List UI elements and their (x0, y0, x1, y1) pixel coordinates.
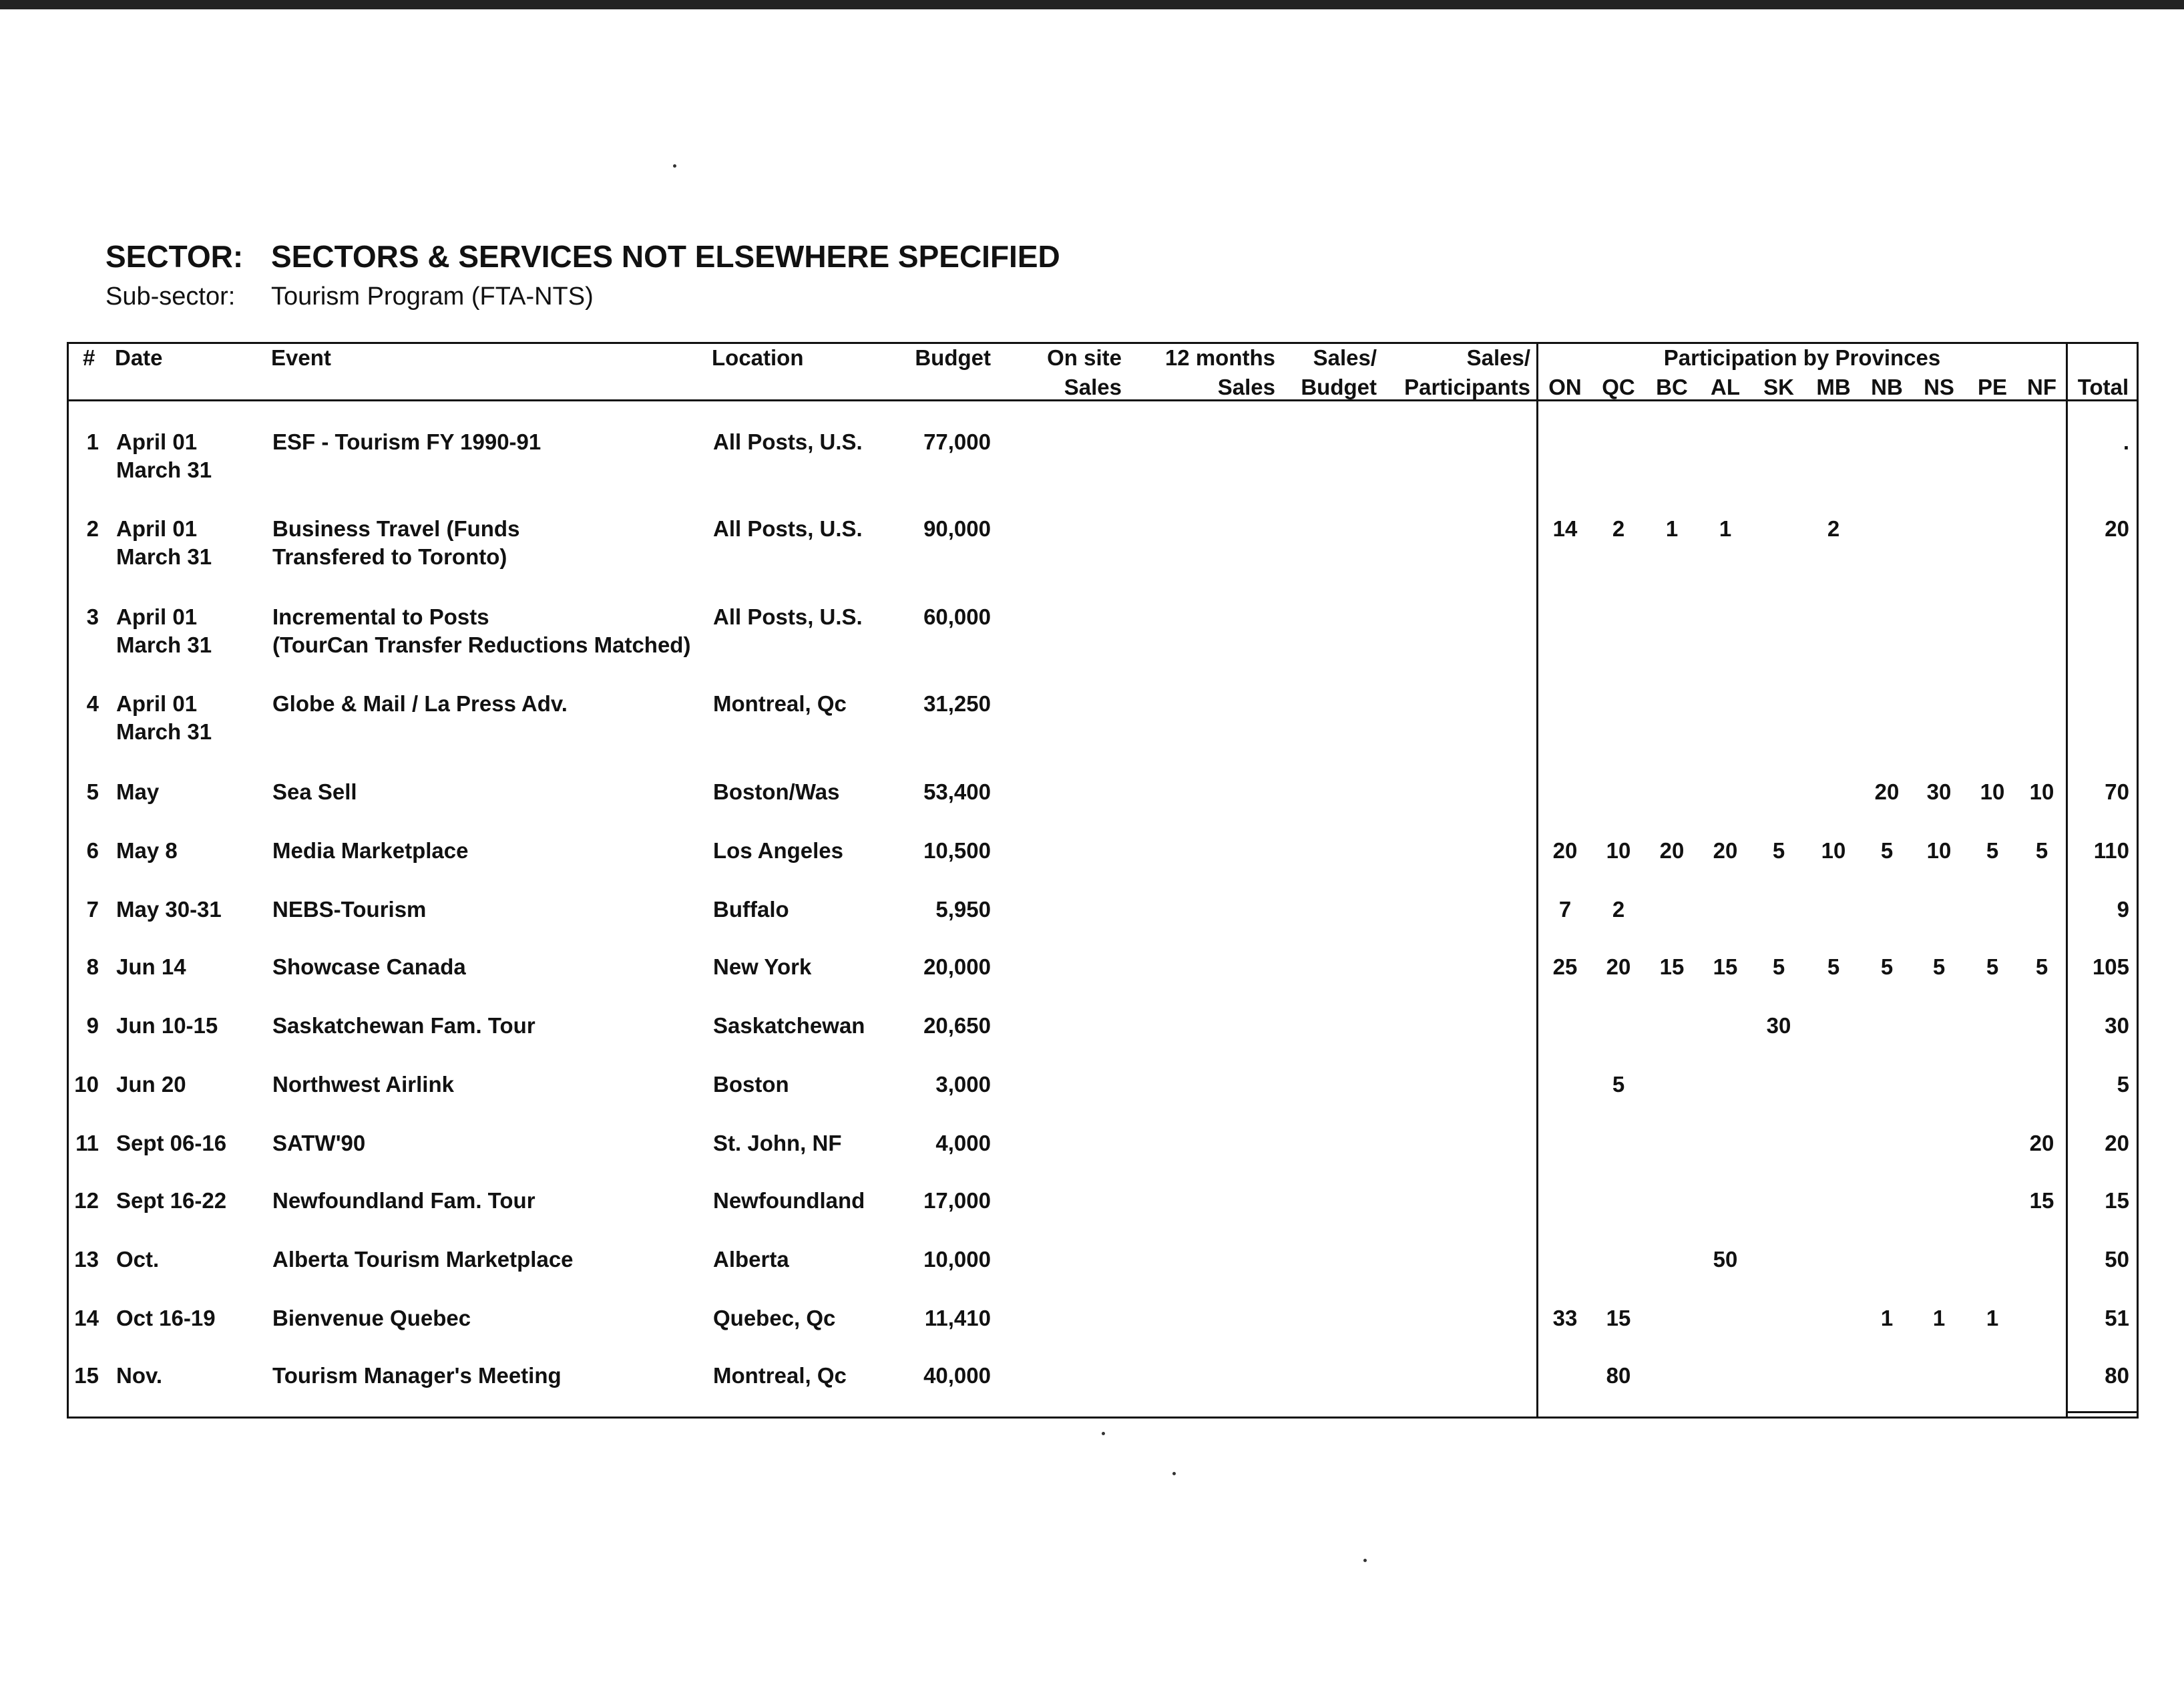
row-budget: 10,000 (923, 1247, 991, 1272)
row-budget: 20,000 (923, 954, 991, 979)
row-budget: 77,000 (923, 429, 991, 454)
scan-speck (1363, 1559, 1367, 1562)
row-province-nf: 15 (2029, 1188, 2054, 1213)
row-location: St. John, NF (713, 1131, 842, 1155)
col-header-province-nf: NF (2027, 375, 2056, 399)
row-number: 7 (86, 897, 99, 922)
row-date: April 01 (116, 604, 198, 629)
row-event: Globe & Mail / La Press Adv. (272, 691, 568, 716)
row-date: April 01 (116, 691, 198, 716)
row-date: May 8 (116, 838, 178, 863)
row-total: 80 (2105, 1363, 2129, 1388)
row-number: 1 (86, 429, 99, 454)
row-province-al: 1 (1719, 516, 1732, 541)
row-province-nf: 10 (2029, 779, 2054, 804)
row-budget: 40,000 (923, 1363, 991, 1388)
row-number: 3 (86, 604, 99, 629)
row-budget: 60,000 (923, 604, 991, 629)
row-budget: 5,950 (935, 897, 991, 922)
row-location: All Posts, U.S. (713, 429, 863, 454)
col-header-budget: Budget (915, 345, 991, 370)
row-total: 20 (2105, 516, 2129, 541)
row-event: (TourCan Transfer Reductions Matched) (272, 632, 691, 657)
row-location: Quebec, Qc (713, 1306, 836, 1330)
row-event: Alberta Tourism Marketplace (272, 1247, 574, 1272)
row-province-nf: 20 (2029, 1131, 2054, 1155)
row-number: 8 (86, 954, 99, 979)
col-header-province-sk: SK (1763, 375, 1794, 399)
col-header-sales-participants-line2: Participants (1404, 375, 1530, 399)
row-location: All Posts, U.S. (713, 604, 863, 629)
row-date: Jun 10-15 (116, 1013, 218, 1038)
row-event: Newfoundland Fam. Tour (272, 1188, 535, 1213)
col-header-onsite-line2: Sales (1064, 375, 1122, 399)
row-number: 13 (74, 1247, 99, 1272)
row-event: Sea Sell (272, 779, 357, 804)
row-province-sk: 5 (1772, 838, 1785, 863)
col-header-12months-line2: Sales (1217, 375, 1275, 399)
row-province-pe: 10 (1980, 779, 2005, 804)
row-province-nf: 5 (2035, 838, 2048, 863)
row-total: 70 (2105, 779, 2129, 804)
row-total: 20 (2105, 1131, 2129, 1155)
row-province-on: 7 (1558, 897, 1572, 922)
row-location: Saskatchewan (713, 1013, 865, 1038)
row-budget: 90,000 (923, 516, 991, 541)
row-location: Los Angeles (713, 838, 843, 863)
row-event: Northwest Airlink (272, 1072, 454, 1097)
row-total: 5 (2117, 1072, 2129, 1097)
row-province-mb: 2 (1827, 516, 1840, 541)
row-province-pe: 5 (1986, 954, 1999, 979)
row-budget: 3,000 (935, 1072, 991, 1097)
row-province-qc: 20 (1606, 954, 1631, 979)
subsector-value: Tourism Program (FTA-NTS) (271, 282, 594, 311)
scan-speck (673, 164, 676, 168)
document-heading (105, 238, 1060, 314)
row-date: March 31 (116, 457, 212, 482)
row-date: May (116, 779, 160, 804)
row-location: Alberta (713, 1247, 789, 1272)
row-number: 14 (74, 1306, 99, 1330)
row-total: 30 (2105, 1013, 2129, 1038)
row-date: Oct 16-19 (116, 1306, 216, 1330)
row-province-ns: 10 (1926, 838, 1952, 863)
row-province-qc: 2 (1612, 516, 1625, 541)
total-column-bottom-rule (2068, 1411, 2139, 1413)
row-date: April 01 (116, 516, 198, 541)
row-location: All Posts, U.S. (713, 516, 863, 541)
scan-speck (1172, 1472, 1176, 1475)
row-province-al: 15 (1713, 954, 1738, 979)
row-event: SATW'90 (272, 1131, 366, 1155)
row-location: Boston (713, 1072, 789, 1097)
row-location: Boston/Was (713, 779, 840, 804)
row-province-bc: 1 (1665, 516, 1679, 541)
row-budget: 20,650 (923, 1013, 991, 1038)
row-date: May 30-31 (116, 897, 222, 922)
row-date: Nov. (116, 1363, 163, 1388)
row-number: 12 (74, 1188, 99, 1213)
row-province-ns: 1 (1932, 1306, 1946, 1330)
col-header-12months-line1: 12 months (1164, 345, 1275, 370)
col-header-participation: Participation by Provinces (1663, 345, 1941, 370)
row-province-nb: 20 (1874, 779, 1900, 804)
row-event: Bienvenue Quebec (272, 1306, 471, 1330)
row-event: Media Marketplace (272, 838, 469, 863)
row-event: Tourism Manager's Meeting (272, 1363, 562, 1388)
row-event: Business Travel (Funds (272, 516, 520, 541)
row-date: Sept 06-16 (116, 1131, 227, 1155)
row-date: March 31 (116, 719, 212, 744)
row-event: NEBS-Tourism (272, 897, 427, 922)
row-event: Saskatchewan Fam. Tour (272, 1013, 535, 1038)
row-event: Showcase Canada (272, 954, 466, 979)
row-event: ESF - Tourism FY 1990-91 (272, 429, 541, 454)
row-budget: 53,400 (923, 779, 991, 804)
row-date: Oct. (116, 1247, 160, 1272)
row-budget: 11,410 (924, 1306, 991, 1330)
scan-top-edge (0, 0, 2184, 9)
row-location: Newfoundland (713, 1188, 865, 1213)
scan-speck (1102, 1432, 1105, 1435)
row-province-bc: 15 (1659, 954, 1685, 979)
row-province-mb: 10 (1821, 838, 1846, 863)
row-province-nf: 5 (2035, 954, 2048, 979)
subsector-label: Sub-sector: (105, 282, 236, 311)
row-budget: 4,000 (935, 1131, 991, 1155)
col-header-province-mb: MB (1816, 375, 1851, 399)
sector-line (105, 238, 1060, 275)
col-header-province-pe: PE (1977, 375, 2008, 399)
subsector-line (105, 279, 1060, 314)
row-province-al: 20 (1713, 838, 1738, 863)
row-event: Incremental to Posts (272, 604, 489, 629)
row-location: Montreal, Qc (713, 1363, 847, 1388)
row-province-sk: 5 (1772, 954, 1785, 979)
row-date: Jun 20 (116, 1072, 186, 1097)
row-province-qc: 10 (1606, 838, 1631, 863)
row-number: 15 (74, 1363, 99, 1388)
sector-label: SECTOR: (105, 239, 244, 274)
row-total: 110 (2093, 838, 2129, 863)
row-province-on: 20 (1552, 838, 1578, 863)
row-province-on: 14 (1552, 516, 1578, 541)
col-header-num: # (83, 345, 95, 370)
row-date: April 01 (116, 429, 198, 454)
col-header-province-ns: NS (1924, 375, 1954, 399)
row-location: Montreal, Qc (713, 691, 847, 716)
col-header-province-qc: QC (1602, 375, 1635, 399)
row-number: 9 (86, 1013, 99, 1038)
row-date: Jun 14 (116, 954, 186, 979)
row-location: Buffalo (713, 897, 789, 922)
col-header-province-nb: NB (1871, 375, 1903, 399)
provinces-divider-left (1536, 342, 1538, 1419)
row-province-pe: 1 (1986, 1306, 1999, 1330)
row-province-qc: 5 (1612, 1072, 1625, 1097)
row-province-qc: 80 (1606, 1363, 1631, 1388)
row-number: 5 (86, 779, 99, 804)
row-province-qc: 2 (1612, 897, 1625, 922)
col-header-sales-budget-line1: Sales/ (1313, 345, 1377, 370)
row-province-nb: 5 (1880, 954, 1894, 979)
row-province-ns: 30 (1926, 779, 1952, 804)
col-header-onsite-line1: On site (1047, 345, 1122, 370)
col-header-sales-budget-line2: Budget (1301, 375, 1377, 399)
row-date: Sept 16-22 (116, 1188, 227, 1213)
row-date: March 31 (116, 632, 212, 657)
row-total: 9 (2117, 897, 2129, 922)
col-header-date: Date (115, 345, 163, 370)
row-number: 11 (75, 1131, 99, 1155)
row-event: Transfered to Toronto) (272, 544, 507, 569)
row-province-sk: 30 (1766, 1013, 1791, 1038)
row-budget: 31,250 (923, 691, 991, 716)
row-province-bc: 20 (1659, 838, 1685, 863)
row-number: 6 (86, 838, 99, 863)
row-province-pe: 5 (1986, 838, 1999, 863)
row-total: 15 (2105, 1188, 2129, 1213)
row-total: . (2123, 429, 2129, 454)
col-header-location: Location (712, 345, 804, 370)
row-total: 51 (2105, 1306, 2129, 1330)
row-province-nb: 1 (1880, 1306, 1894, 1330)
row-province-nb: 5 (1880, 838, 1894, 863)
col-header-province-al: AL (1711, 375, 1740, 399)
col-header-province-bc: BC (1656, 375, 1688, 399)
row-province-on: 25 (1552, 954, 1578, 979)
row-province-on: 33 (1552, 1306, 1578, 1330)
row-location: New York (713, 954, 812, 979)
col-header-sales-participants-line1: Sales/ (1466, 345, 1530, 370)
sector-value: SECTORS & SERVICES NOT ELSEWHERE SPECIFIED (271, 239, 1060, 274)
row-number: 10 (74, 1072, 99, 1097)
row-number: 2 (86, 516, 99, 541)
row-province-qc: 15 (1606, 1306, 1631, 1330)
row-province-mb: 5 (1827, 954, 1840, 979)
row-total: 105 (2092, 954, 2129, 979)
row-budget: 17,000 (923, 1188, 991, 1213)
col-header-event: Event (271, 345, 331, 370)
row-province-al: 50 (1713, 1247, 1738, 1272)
row-date: March 31 (116, 544, 212, 569)
row-total: 50 (2105, 1247, 2129, 1272)
col-header-total: Total (2077, 375, 2129, 399)
row-budget: 10,500 (923, 838, 991, 863)
row-province-ns: 5 (1932, 954, 1946, 979)
row-number: 4 (86, 691, 99, 716)
col-header-province-on: ON (1548, 375, 1582, 399)
